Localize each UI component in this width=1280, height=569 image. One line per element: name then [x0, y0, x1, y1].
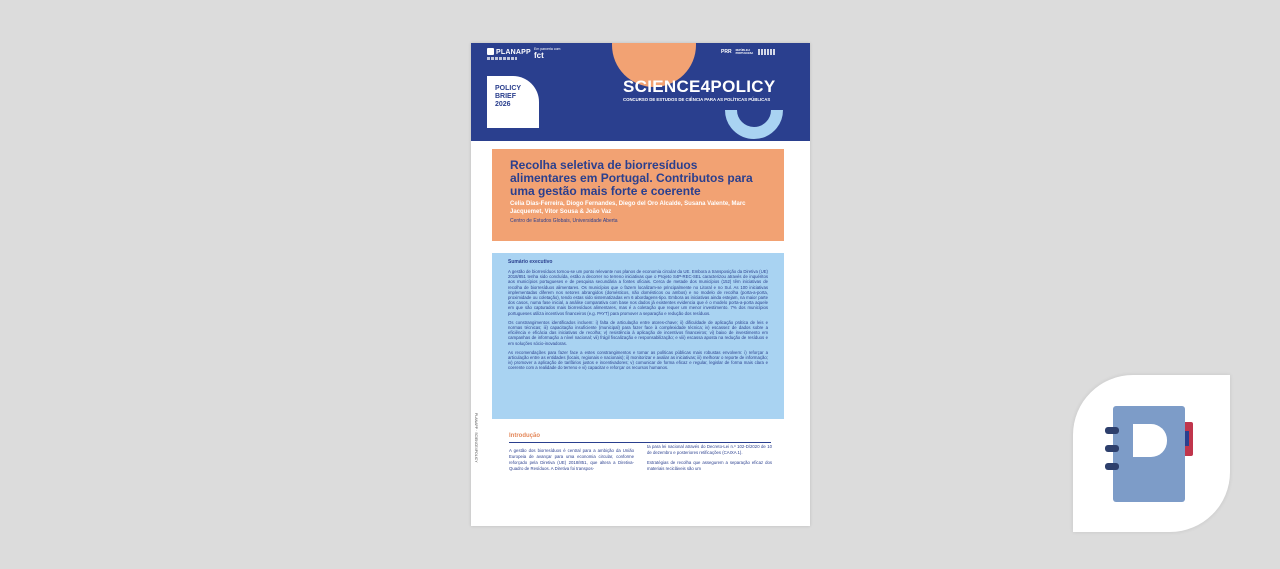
- partnership-label: Em parceria com: [534, 47, 561, 51]
- planapp-mark-icon: [487, 48, 494, 55]
- science4policy-subtitle: CONCURSO DE ESTUDOS DE CIÊNCIA PARA AS POLÍTICAS PÚBLICAS: [623, 97, 771, 102]
- eu-logo: [758, 49, 776, 55]
- policy-brief-page: [471, 43, 810, 526]
- policy-brief-badge: POLICY BRIEF 2026: [487, 76, 539, 128]
- republica-logo: REPÚBLICA PORTUGUESA: [735, 49, 754, 55]
- notebook-ring: [1105, 427, 1119, 434]
- notebook-ring: [1105, 445, 1119, 452]
- fct-wordmark: fct: [534, 51, 544, 60]
- notebook-bookmark-inner: [1185, 431, 1189, 446]
- funding-logos: [721, 49, 776, 55]
- document-title: Recolha seletiva de biorresíduos alimentares em Portugal. Contributos para uma gestão mais forte e coerente: [510, 158, 753, 198]
- planapp-tagline: [487, 57, 517, 60]
- document-header: [471, 43, 810, 141]
- title-box: [492, 149, 784, 241]
- intro-title: Introdução: [509, 433, 540, 439]
- notebook-label: [1133, 424, 1167, 457]
- executive-summary: [492, 253, 784, 419]
- document-affiliation: Centro de Estudos Globais, Universidade Aberta: [510, 218, 618, 224]
- intro-divider: [509, 442, 771, 443]
- intro-left-column: A gestão dos biorresíduos é central para a ambição da União Europeia de avançar para uma economia circular, conforme reforçado pela Diretiva (UE) 2018/851, que altera a Diretiva-Quadro de Resíduos. A Diretiva foi transpos-: [509, 448, 634, 471]
- science4policy-title: SCIENCE4POLICY: [623, 77, 776, 96]
- fct-logo: [534, 47, 560, 60]
- planapp-logo: PLANAPP: [487, 48, 531, 60]
- side-note: PLANAPP · SCIENCE4POLICY: [474, 413, 478, 463]
- summary-paragraph: Os constrangimentos identificados incluem: i) falta de articulação entre atores-chave; ii) dificuldade de aplicação prática de leis e normas técnicas; iii) capacitação insuficiente (municipal) para fazer face à complexidade técnica; iv) escassez de dados sobre a eficiência e eficácia das iniciativas de recolha; v) resistência à aplicação de incentivos financeiros; vi) baixo de investimento em campanhas de informação a nível nacional; vii) frágil fiscalização e responsabilização; e viii) escassa aposta na redução de resíduos e em soluções sócio-inovadoras.: [508, 319, 768, 346]
- document-authors: Celia Dias-Ferreira, Diogo Fernandes, Diego del Oro Alcalde, Susana Valente, Marc Jacquemet, Vitor Sousa & João Vaz: [510, 201, 746, 215]
- summary-paragraph: A gestão de biorresíduos tornou-se um ponto relevante nos planos de economia circular da UE. Embora a transposição da Diretiva (UE) 2018/851 tenha sido concluída, estão a decorrer no terreno iniciativas que o Projeto S4P-REC-SEL caracterizou através de inquéritos aos municípios portugueses e de pesquisa secundária a fontes oficiais. Cerca de metade dos municípios (152) têm iniciativas de recolha de biorresíduos alimentares. Os municípios que o fazem localizam-se principalmente no Litoral e no Sul. As 100 iniciativas implementadas diferem nos setores abrangidos (domésticos, não domésticos ou ambos) e no modelo de recolha (porta-a-porta, proximidade ou coletação), tendo estas sido sistematizadas em 6 abordagens-tipo. Embora as iniciativas ainda estejam, na maior parte dos casos, numa fase inicial, a análise comparativa com base nos dados já existentes evidencia que é o modelo porta-a-porta aquele em que são capturados mais biorresíduos alimentares, mas é a coletação que requer um menor investimento. 7% dos municípios portugueses utiliza incentivos financeiros (e.g. PAYT) para promover a separação e redução dos resíduos.: [508, 269, 768, 316]
- notebook-icon[interactable]: [1073, 375, 1230, 532]
- notebook-ring: [1105, 463, 1119, 470]
- summary-paragraph: As recomendações para fazer face a estes constrangimentos e tornar as políticas públicas mais robustas envolvem: i) reforçar a articulação entre as entidades (locais, regionais e nacionais); ii) monitorizar e avaliar as iniciativas; iii) melhorar o reporte de informação; iv) promover a aplicação de tarifários justos e incentivadores; v) comunicar de forma eficaz e regular, legislar de forma mais clara e coerente com a realidade do terreno e vi) capacitar e reforçar os recursos humanos.: [508, 349, 768, 371]
- summary-title: Sumário executivo: [508, 259, 553, 265]
- prr-logo: PRR: [721, 49, 732, 55]
- intro-right-column: ta para lei nacional através do Decreto-Lei n.º 102-D/2020 de 10 de dezembro e posteriores retificações (CAIXA 1). Estratégias de recolha que assegurem a separação eficaz dos materiais recicláveis são um: [647, 444, 772, 471]
